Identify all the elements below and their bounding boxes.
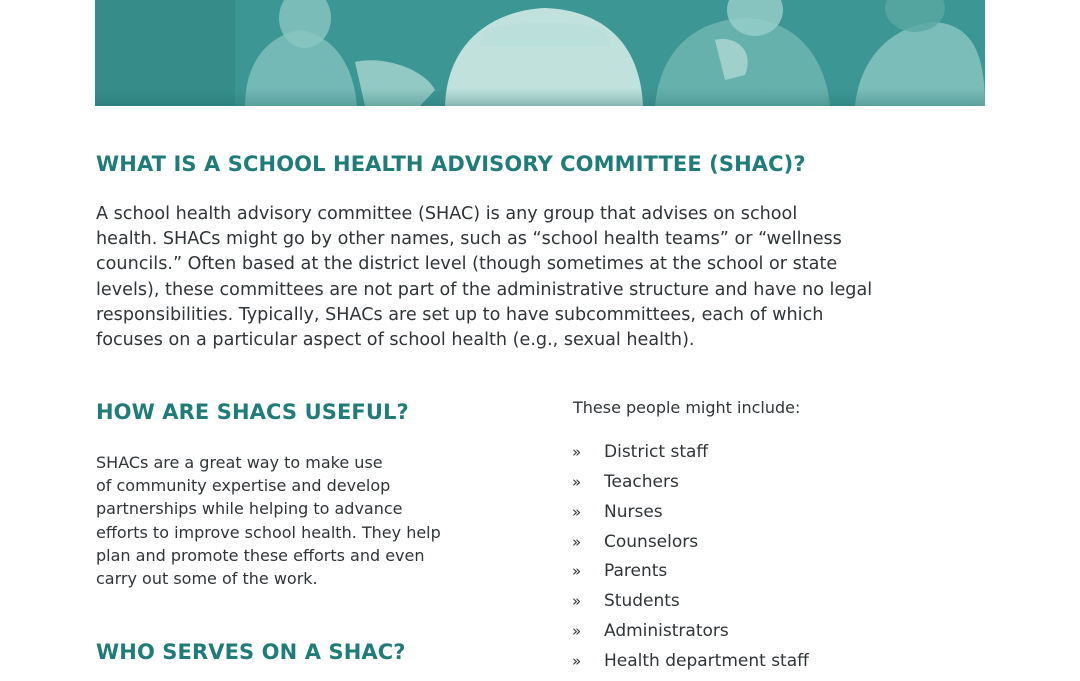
hero-photo [95, 0, 985, 106]
list-item-label: Students [604, 591, 680, 612]
intro-line: A school health advisory committee (SHAC) is any group that advises on school [96, 204, 798, 224]
useful-line: of community expertise and develop [96, 476, 391, 496]
useful-line: plan and promote these efforts and even [96, 545, 425, 565]
list-item-label: Nurses [604, 501, 663, 522]
bullet-icon: » [572, 592, 582, 611]
bullet-icon: » [572, 502, 582, 521]
bullet-icon: » [572, 443, 582, 461]
intro-line: councils.” Often based at the district level (though sometimes at the school or state [96, 254, 838, 275]
list-item [572, 442, 809, 472]
intro-line: focuses on a particular aspect of school health (e.g., sexual health). [96, 330, 695, 351]
bullet-icon: » [572, 532, 582, 551]
list-item-label: Parents [604, 561, 668, 582]
section-heading-how-useful: HOW ARE SHACS USEFUL? [96, 400, 409, 424]
list-item-label: Teachers [604, 471, 679, 492]
intro-line: responsibilities. Typically, SHACs are set up to have subcommittees, each of which [96, 304, 824, 325]
list-item [572, 561, 809, 591]
useful-line: partnerships while helping to advance [96, 499, 403, 519]
hero-photo-illustration [95, 0, 985, 106]
section-heading-what-is-shac: WHAT IS A SCHOOL HEALTH ADVISORY COMMITTEE (SHAC)? [96, 152, 806, 176]
list-item-label: Administrators [604, 621, 729, 642]
useful-paragraph [96, 451, 526, 590]
intro-paragraph [96, 202, 996, 353]
people-list [572, 442, 809, 681]
list-item [572, 502, 809, 532]
list-item [572, 472, 809, 502]
list-item [572, 532, 809, 562]
intro-line: levels), these committees are not part of the administrative structure and have no legal [96, 279, 873, 300]
useful-line: carry out some of the work. [96, 569, 318, 589]
section-heading-who-serves: WHO SERVES ON A SHAC? [96, 640, 406, 664]
useful-line: SHACs are a great way to make use [96, 453, 383, 472]
list-item-label: Counselors [604, 531, 699, 552]
intro-line: health. SHACs might go by other names, such as “school health teams” or “wellness [96, 229, 842, 250]
bullet-icon: » [572, 562, 582, 581]
people-list-intro: These people might include: [573, 398, 801, 417]
bullet-icon: » [572, 651, 582, 670]
list-item [572, 621, 809, 651]
list-item [572, 591, 809, 621]
list-item-label: Health department staff [604, 650, 809, 671]
useful-line: efforts to improve school health. They help [96, 522, 441, 542]
list-item [572, 651, 809, 681]
bullet-icon: » [572, 472, 582, 491]
bullet-icon: » [572, 622, 582, 641]
list-item-label: District staff [604, 442, 709, 462]
